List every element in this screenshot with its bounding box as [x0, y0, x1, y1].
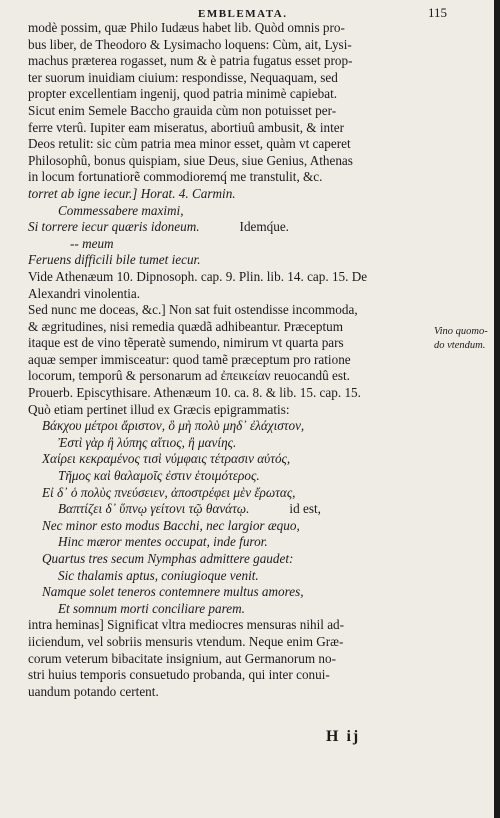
text-line	[28, 402, 430, 419]
text-line-content: Feruens difficili bile tumet iecur.	[28, 252, 201, 268]
text-line	[28, 651, 430, 668]
text-line-content: iiciendum, vel sobriis mensuris vtendum. Neque enim Græ-	[28, 633, 344, 649]
body-text	[28, 20, 430, 700]
text-line-content: ferre vterû. Iupiter eam miseratus, abortiuû ambusit, & inter	[28, 119, 345, 135]
text-line	[28, 551, 430, 568]
text-line	[28, 236, 430, 253]
text-line	[28, 667, 430, 684]
text-line-content: Βάκχου μέτροι ἄριστον, ὃ μὴ πολὺ μηδ᾽ ἐλάχιστον,	[42, 418, 305, 434]
text-line-content: & ægritudines, nisi remedia quædã adhibeantur. Præceptum	[28, 318, 343, 334]
text-line	[28, 368, 430, 385]
text-line-content: aquæ semper immisceatur: quod tamẽ præceptum pro ratione	[28, 351, 351, 367]
text-line-content: Quò etiam pertinet illud ex Græcis epigrammatis:	[28, 401, 290, 417]
text-line-content: machus præterea rogasset, num & è patria fugatus esset prop-	[28, 53, 353, 69]
text-line-content: Vide Athenæum 10. Dipnosoph. cap. 9. Plin. lib. 14. cap. 15. De	[28, 268, 368, 284]
text-line-content: Quartus tres secum Nymphas admittere gaudet:	[42, 551, 294, 566]
text-line	[28, 518, 430, 535]
text-line	[28, 501, 430, 518]
text-line-content: intra heminas] Significat vltra mediocres mensuras nihil ad-	[28, 617, 345, 633]
text-line	[28, 485, 430, 502]
text-line-content: Sed nunc me doceas, &c.] Non sat fuit ostendisse incommoda,	[28, 302, 358, 318]
margin-note-line: Vino quomo-	[434, 326, 488, 337]
text-line-content: propter excellentiam ingenij, quod patria minimè capiebat.	[28, 86, 338, 102]
text-line-content: Deos retulit: sic cùm patria mea minor esset, quàm vt caperet	[28, 136, 351, 152]
text-line-content: itaque est de vino tẽperatè sumendo, nimirum vt quarta pars	[28, 335, 344, 351]
text-line-content: ter suorum inuidiam ciuium: respondisse, Nequaquam, sed	[28, 69, 338, 85]
margin-note	[434, 325, 498, 353]
text-line	[28, 617, 430, 634]
text-line	[28, 634, 430, 651]
text-line	[28, 601, 430, 618]
text-line	[28, 219, 430, 236]
text-line-content: Εἰ δ᾽ ὁ πολὺς πνεύσειεν, ἀποστρέφει μὲν ἔρωτας,	[42, 484, 296, 500]
text-line	[28, 136, 430, 153]
text-line	[28, 86, 430, 103]
text-line	[28, 418, 430, 435]
text-line	[28, 169, 430, 186]
text-line	[28, 103, 430, 120]
page-number: 115	[428, 5, 448, 20]
text-line-content: Ἐστὶ γὰρ ἢ λύπης αἴτιος, ἢ μανίης.	[58, 434, 237, 450]
text-line-content: Commessabere maximi,	[58, 202, 184, 218]
text-line-content: Sic thalamis aptus, coniugioque venit.	[58, 567, 259, 583]
text-line	[28, 684, 430, 701]
text-line	[28, 252, 430, 269]
margin-note-line: do vtendum.	[434, 340, 486, 351]
text-line-content: Namque solet teneros contemnere multus amores,	[42, 584, 304, 600]
text-line	[28, 568, 430, 585]
text-line-content: Philosophû, bonus quispiam, siue Deus, siue Genius, Athenas	[28, 152, 353, 168]
text-line	[28, 319, 430, 336]
text-line	[28, 451, 430, 468]
text-line	[28, 286, 430, 303]
text-line-content: Nec minor esto modus Bacchi, nec largior æquo,	[42, 517, 300, 533]
text-line-content: Τῆμος καὶ θαλαμοῖς ἐστιν ἑτοιμότερος.	[58, 468, 260, 484]
text-line	[28, 385, 430, 402]
inline-aside: Idemq́ue.	[239, 219, 289, 235]
text-line	[28, 120, 430, 137]
text-line	[28, 203, 430, 220]
text-line-content: Si torrere iecur quæris idoneum.	[28, 219, 200, 235]
inline-aside: id est,	[289, 501, 321, 517]
text-line-content: Prouerb. Episcythisare. Athenæum 10. ca. 8. & lib. 15. cap. 15.	[28, 385, 361, 401]
text-line-content: Alexandri vinolentia.	[28, 285, 141, 301]
signature-mark: H ij	[326, 728, 361, 745]
text-line-content: -- meum	[70, 235, 114, 251]
text-line-content: Hinc mæror mentes occupat, inde furor.	[58, 534, 268, 550]
text-line-content: corum veterum bibacitate insignium, aut Germanorum no-	[28, 650, 336, 666]
text-line	[28, 435, 430, 452]
text-line	[28, 37, 430, 54]
text-line-content: Et somnum morti conciliare parem.	[58, 600, 245, 616]
text-line-content: torret ab igne iecur.] Horat. 4. Carmin.	[28, 185, 236, 201]
text-line	[28, 468, 430, 485]
text-line-content: in locum fortunatiorẽ commodioremq́ me transtulit, &c.	[28, 169, 323, 185]
text-line	[28, 335, 430, 352]
text-line-content: Βαπτίζει δ᾽ ὕπνῳ γείτονι τῷ θανάτῳ.	[58, 501, 250, 517]
text-line	[28, 153, 430, 170]
text-line-content: uandum potando certent.	[28, 683, 159, 699]
page-edge-shadow	[494, 0, 500, 818]
text-line-content: stri huius temporis consuetudo probanda, qui inter conui-	[28, 667, 330, 683]
text-line	[28, 269, 430, 286]
text-line	[28, 70, 430, 87]
text-line	[28, 53, 430, 70]
text-line-content: modè possim, quæ Philo Iudæus habet lib. Quòd omnis pro-	[28, 20, 345, 35]
text-line-content: Sicut enim Semele Baccho grauida cùm non potuisset per-	[28, 102, 337, 118]
text-line-content: bus liber, de Theodoro & Lysimacho loquens: Cùm, ait, Lysi-	[28, 36, 352, 52]
running-title: EMBLEMATA.	[198, 8, 288, 20]
text-line	[28, 352, 430, 369]
text-line-content: Χαίρει κεκραμένος τισὶ νύμφαις τέτρασιν αὐτός,	[42, 451, 291, 467]
text-line	[28, 584, 430, 601]
text-line	[28, 20, 430, 37]
text-line	[28, 534, 430, 551]
text-line	[28, 302, 430, 319]
text-line-content: locorum, temporû & personarum ad ἐπεικείαν reuocandû est.	[28, 368, 350, 384]
text-line	[28, 186, 430, 203]
